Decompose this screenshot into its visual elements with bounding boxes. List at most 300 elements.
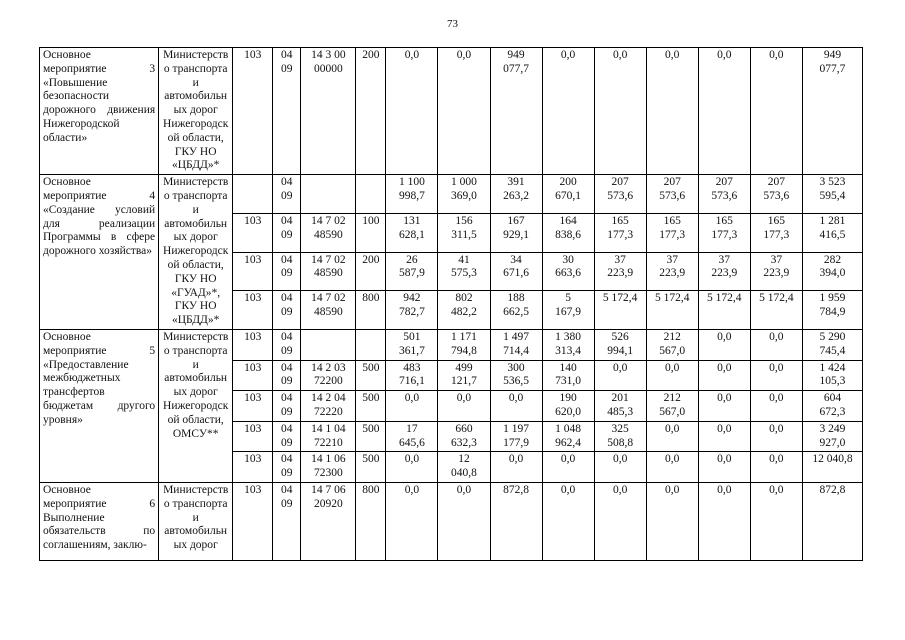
cell-line: 37 xyxy=(614,253,626,266)
year-value-cell xyxy=(594,48,646,175)
target-article-cell xyxy=(301,452,356,483)
cell-line: 72220 xyxy=(313,405,343,418)
section-cell xyxy=(273,391,301,422)
cell-line: 942 xyxy=(403,292,421,305)
grbs-cell: 103 xyxy=(233,391,273,422)
cell-line: 212 xyxy=(663,392,681,405)
cell-line: 604 xyxy=(823,392,842,405)
target-article-cell xyxy=(301,391,356,422)
expense-type-cell: 200 xyxy=(356,252,386,291)
cell-line: 0,0 xyxy=(612,483,628,496)
cell-line: 04 xyxy=(281,253,293,266)
year-value-cell xyxy=(386,482,438,560)
cell-line: 223,9 xyxy=(711,267,738,280)
year-value-cell xyxy=(490,421,542,452)
year-value-cell xyxy=(594,291,646,330)
grbs-cell: 103 xyxy=(233,48,273,175)
target-article-cell xyxy=(301,252,356,291)
cell-line: 5 xyxy=(565,292,571,305)
cell-line: 0,0 xyxy=(769,483,784,496)
year-value-cell xyxy=(438,391,490,422)
cell-line: 04 xyxy=(281,453,293,466)
cell-line: 714,4 xyxy=(503,344,529,357)
cell-line: 745,4 xyxy=(819,344,846,357)
cell-line: 5 290 xyxy=(819,330,846,343)
cell-line: 5 172,4 xyxy=(654,292,690,305)
cell-line: 282 xyxy=(823,253,842,266)
cell-line: 784,9 xyxy=(819,306,846,319)
cell-line: 131 xyxy=(403,214,421,227)
section-cell xyxy=(273,48,301,175)
cell-line: 48590 xyxy=(313,228,343,241)
cell-line: 167,9 xyxy=(555,306,582,319)
year-value-cell xyxy=(438,421,490,452)
cell-line: 0,0 xyxy=(665,361,680,374)
cell-line: 09 xyxy=(281,405,293,418)
section-cell xyxy=(273,360,301,391)
year-value-cell xyxy=(750,329,802,360)
cell-line: 716,1 xyxy=(398,375,425,388)
year-value-cell xyxy=(698,291,750,330)
cell-line: 72210 xyxy=(313,436,343,449)
section-cell xyxy=(273,291,301,330)
cell-line: 645,6 xyxy=(398,436,425,449)
year-value-cell xyxy=(438,482,490,560)
cell-line: 14 1 04 xyxy=(311,422,346,435)
cell-line: 0,0 xyxy=(456,483,472,496)
cell-line: 0,0 xyxy=(612,453,628,466)
cell-line: 165 xyxy=(663,214,681,227)
cell-line: 09 xyxy=(281,344,293,357)
expense-type-cell xyxy=(356,175,386,214)
year-value-cell xyxy=(698,391,750,422)
cell-line: 207 xyxy=(767,176,785,189)
cell-line: 156 xyxy=(455,214,473,227)
cell-line: 0,0 xyxy=(560,453,576,466)
cell-line: 188 xyxy=(507,292,525,305)
cell-line: 670,1 xyxy=(555,189,582,202)
year-value-cell xyxy=(490,175,542,214)
cell-line: 0,0 xyxy=(717,392,732,405)
year-value-cell xyxy=(750,213,802,252)
cell-line: 37 xyxy=(666,253,678,266)
cell-line: 662,5 xyxy=(503,306,529,319)
cell-line: 573,6 xyxy=(763,189,790,202)
cell-line: 595,4 xyxy=(819,189,846,202)
year-value-cell xyxy=(698,252,750,291)
year-value-cell xyxy=(542,252,594,291)
executor-cell: Министерство транспорта и автомобильных дорог xyxy=(159,482,233,560)
total-cell xyxy=(802,482,862,560)
cell-line: 0,0 xyxy=(717,330,732,343)
event-name-cell: Основное мероприятие 4 «Создание условий для реализации Программы в сфере дорожного хозяйства» xyxy=(40,175,159,330)
cell-line: 14 1 06 xyxy=(311,453,346,466)
cell-line: 1 197 xyxy=(503,422,529,435)
year-value-cell xyxy=(542,329,594,360)
year-value-cell xyxy=(594,329,646,360)
target-article-cell xyxy=(301,48,356,175)
table-row xyxy=(40,482,863,560)
year-value-cell xyxy=(594,391,646,422)
expense-type-cell: 100 xyxy=(356,213,386,252)
cell-line: 09 xyxy=(281,306,293,319)
cell-line: 12 040,8 xyxy=(812,453,853,466)
cell-line: 660 xyxy=(455,422,473,435)
year-value-cell xyxy=(490,48,542,175)
year-value-cell xyxy=(490,329,542,360)
cell-line: 1 171 xyxy=(451,330,477,343)
cell-line: 300 xyxy=(507,361,525,374)
event-name-cell: Основное мероприятие 5 «Предоставление межбюджетных трансфертов бюджетам другого уровня» xyxy=(40,329,159,482)
cell-line: 72200 xyxy=(313,375,343,388)
cell-line: 223,9 xyxy=(607,267,634,280)
year-value-cell xyxy=(646,360,698,391)
year-value-cell xyxy=(750,175,802,214)
cell-line: 077,7 xyxy=(819,62,846,75)
year-value-cell xyxy=(386,452,438,483)
cell-line: 177,3 xyxy=(659,228,686,241)
total-cell xyxy=(802,291,862,330)
cell-line: 802 xyxy=(455,292,473,305)
year-value-cell xyxy=(646,391,698,422)
cell-line: 573,6 xyxy=(659,189,686,202)
cell-line: 0,0 xyxy=(456,392,472,405)
cell-line: 0,0 xyxy=(404,49,420,61)
cell-line: 949 xyxy=(823,49,842,61)
cell-line: 838,6 xyxy=(555,228,582,241)
cell-line: 04 xyxy=(281,483,293,496)
cell-line: 17 xyxy=(406,422,418,435)
cell-line: 04 xyxy=(281,292,293,305)
year-value-cell xyxy=(646,252,698,291)
expense-type-cell: 800 xyxy=(356,482,386,560)
cell-line: 311,5 xyxy=(451,228,477,241)
year-value-cell xyxy=(750,48,802,175)
cell-line: 165 xyxy=(611,214,629,227)
year-value-cell xyxy=(490,452,542,483)
year-value-cell xyxy=(386,48,438,175)
section-cell xyxy=(273,213,301,252)
grbs-cell: 103 xyxy=(233,452,273,483)
target-article-cell xyxy=(301,482,356,560)
cell-line: 0,0 xyxy=(769,392,784,405)
cell-line: 0,0 xyxy=(769,453,784,466)
year-value-cell xyxy=(698,48,750,175)
cell-line: 567,0 xyxy=(659,344,686,357)
cell-line: 14 7 02 xyxy=(311,214,346,227)
cell-line: 0,0 xyxy=(560,49,576,61)
cell-line: 14 7 06 xyxy=(311,483,346,496)
year-value-cell xyxy=(750,482,802,560)
cell-line: 501 xyxy=(403,330,421,343)
cell-line: 628,1 xyxy=(398,228,425,241)
cell-line: 794,8 xyxy=(451,344,477,357)
year-value-cell xyxy=(386,175,438,214)
cell-line: 391 xyxy=(507,176,525,189)
cell-line: 3 249 xyxy=(819,422,846,435)
cell-line: 671,6 xyxy=(503,267,529,280)
cell-line: 30 xyxy=(562,253,574,266)
cell-line: 263,2 xyxy=(503,189,529,202)
year-value-cell xyxy=(594,252,646,291)
year-value-cell xyxy=(698,452,750,483)
cell-line: 0,0 xyxy=(665,422,680,435)
cell-line: 3 523 xyxy=(819,176,846,189)
section-cell xyxy=(273,252,301,291)
cell-line: 14 7 02 xyxy=(311,253,346,266)
cell-line: 567,0 xyxy=(659,405,686,418)
cell-line: 177,9 xyxy=(503,436,529,449)
year-value-cell xyxy=(646,48,698,175)
expense-type-cell: 500 xyxy=(356,391,386,422)
cell-line: 207 xyxy=(663,176,681,189)
cell-line: 177,3 xyxy=(607,228,634,241)
cell-line: 620,0 xyxy=(555,405,582,418)
cell-line: 105,3 xyxy=(819,375,846,388)
event-name-cell: Основное мероприятие 6 Выполнение обязательств по соглашениям, заклю- xyxy=(40,482,159,560)
year-value-cell xyxy=(646,291,698,330)
year-value-cell xyxy=(750,391,802,422)
cell-line: 632,3 xyxy=(451,436,477,449)
cell-line: 20920 xyxy=(313,497,343,510)
cell-line: 077,7 xyxy=(503,62,529,75)
cell-line: 663,6 xyxy=(555,267,582,280)
cell-line: 573,6 xyxy=(711,189,738,202)
section-cell xyxy=(273,175,301,214)
cell-line: 1 424 xyxy=(819,361,846,374)
cell-line: 41 xyxy=(458,253,470,266)
cell-line: 207 xyxy=(715,176,733,189)
year-value-cell xyxy=(594,482,646,560)
cell-line: 526 xyxy=(611,330,629,343)
cell-line: 00000 xyxy=(313,62,343,75)
cell-line: 998,7 xyxy=(398,189,425,202)
grbs-cell: 103 xyxy=(233,252,273,291)
cell-line: 04 xyxy=(281,176,293,189)
cell-line: 0,0 xyxy=(612,361,628,374)
total-cell xyxy=(802,452,862,483)
cell-line: 37 xyxy=(770,253,783,266)
cell-line: 482,2 xyxy=(451,306,477,319)
total-cell xyxy=(802,213,862,252)
year-value-cell xyxy=(594,421,646,452)
year-value-cell xyxy=(646,175,698,214)
year-value-cell xyxy=(542,482,594,560)
grbs-cell: 103 xyxy=(233,360,273,391)
target-article-cell xyxy=(301,175,356,214)
year-value-cell xyxy=(490,360,542,391)
year-value-cell xyxy=(594,175,646,214)
cell-line: 0,0 xyxy=(717,483,732,496)
target-article-cell xyxy=(301,360,356,391)
expense-type-cell xyxy=(356,329,386,360)
year-value-cell xyxy=(542,213,594,252)
year-value-cell xyxy=(542,391,594,422)
cell-line: 177,3 xyxy=(711,228,738,241)
year-value-cell xyxy=(594,360,646,391)
cell-line: 167 xyxy=(507,214,525,227)
cell-line: 587,9 xyxy=(398,267,425,280)
cell-line: 575,3 xyxy=(451,267,477,280)
cell-line: 483 xyxy=(403,361,421,374)
cell-line: 1 000 xyxy=(451,176,477,189)
year-value-cell xyxy=(750,452,802,483)
total-cell xyxy=(802,360,862,391)
cell-line: 201 xyxy=(611,392,629,405)
cell-line: 09 xyxy=(281,228,293,241)
cell-line: 0,0 xyxy=(404,483,420,496)
cell-line: 0,0 xyxy=(717,453,732,466)
executor-cell: Министерство транспорта и автомобильных дорог Нижегородской области, ОМСУ** xyxy=(159,329,233,482)
cell-line: 26 xyxy=(406,253,418,266)
cell-line: 0,0 xyxy=(404,392,420,405)
cell-line: 5 172,4 xyxy=(602,292,638,305)
year-value-cell xyxy=(542,421,594,452)
cell-line: 0,0 xyxy=(665,49,680,61)
cell-line: 0,0 xyxy=(508,453,524,466)
cell-line: 872,8 xyxy=(503,483,529,496)
cell-line: 0,0 xyxy=(769,49,784,61)
target-article-cell xyxy=(301,291,356,330)
year-value-cell xyxy=(490,291,542,330)
year-value-cell xyxy=(646,329,698,360)
year-value-cell xyxy=(646,482,698,560)
cell-line: 212 xyxy=(663,330,681,343)
cell-line: 0,0 xyxy=(717,422,732,435)
year-value-cell xyxy=(542,48,594,175)
cell-line: 573,6 xyxy=(607,189,634,202)
year-value-cell xyxy=(542,452,594,483)
cell-line: 672,3 xyxy=(819,405,846,418)
year-value-cell xyxy=(438,48,490,175)
year-value-cell xyxy=(386,360,438,391)
executor-cell: Министерство транспорта и автомобильных дорог Нижегородской области, ГКУ НО «ЦБДД»* xyxy=(159,48,233,175)
grbs-cell xyxy=(233,175,273,214)
year-value-cell xyxy=(646,421,698,452)
year-value-cell xyxy=(386,391,438,422)
year-value-cell xyxy=(438,360,490,391)
year-value-cell xyxy=(750,421,802,452)
cell-line: 1 281 xyxy=(819,214,846,227)
executor-cell: Министерство транспорта и автомобильных дорог Нижегородской области, ГКУ НО «ГУАД»*, ГКУ НО «ЦБДД»* xyxy=(159,175,233,330)
cell-line: 325 xyxy=(611,422,629,435)
section-cell xyxy=(273,482,301,560)
year-value-cell xyxy=(750,252,802,291)
cell-line: 04 xyxy=(281,49,293,61)
cell-line: 09 xyxy=(281,467,293,480)
cell-line: 09 xyxy=(281,436,293,449)
cell-line: 731,0 xyxy=(555,375,582,388)
event-name-cell: Основное мероприятие 3 «Повышение безопасности дорожного движения Нижегородской области» xyxy=(40,48,159,175)
section-cell xyxy=(273,329,301,360)
total-cell xyxy=(802,252,862,291)
cell-line: 5 172,4 xyxy=(707,292,742,305)
table-row xyxy=(40,175,863,214)
cell-line: 72300 xyxy=(313,467,343,480)
year-value-cell xyxy=(386,329,438,360)
total-cell xyxy=(802,421,862,452)
year-value-cell xyxy=(698,213,750,252)
total-cell xyxy=(802,329,862,360)
cell-line: 927,0 xyxy=(819,436,846,449)
cell-line: 5 172,4 xyxy=(759,292,794,305)
page-number: 73 xyxy=(447,18,458,30)
expense-type-cell: 500 xyxy=(356,360,386,391)
cell-line: 14 2 03 xyxy=(311,361,346,374)
cell-line: 09 xyxy=(281,497,293,510)
cell-line: 48590 xyxy=(313,306,343,319)
year-value-cell xyxy=(646,213,698,252)
year-value-cell xyxy=(698,329,750,360)
grbs-cell: 103 xyxy=(233,482,273,560)
cell-line: 416,5 xyxy=(819,228,846,241)
cell-line: 14 2 04 xyxy=(311,392,346,405)
expense-type-cell: 200 xyxy=(356,48,386,175)
cell-line: 09 xyxy=(281,189,293,202)
cell-line: 223,9 xyxy=(659,267,686,280)
cell-line: 872,8 xyxy=(819,483,846,496)
cell-line: 394,0 xyxy=(819,267,846,280)
expense-type-cell: 500 xyxy=(356,421,386,452)
cell-line: 040,8 xyxy=(451,467,477,480)
year-value-cell xyxy=(750,291,802,330)
cell-line: 962,4 xyxy=(555,436,582,449)
year-value-cell xyxy=(490,252,542,291)
cell-line: 12 xyxy=(458,453,470,466)
year-value-cell xyxy=(490,482,542,560)
section-cell xyxy=(273,421,301,452)
year-value-cell xyxy=(750,360,802,391)
year-value-cell xyxy=(594,452,646,483)
year-value-cell xyxy=(438,291,490,330)
cell-line: 04 xyxy=(281,214,293,227)
cell-line: 1 959 xyxy=(819,292,846,305)
cell-line: 499 xyxy=(455,361,473,374)
target-article-cell xyxy=(301,421,356,452)
table-row xyxy=(40,329,863,360)
cell-line: 164 xyxy=(559,214,577,227)
grbs-cell: 103 xyxy=(233,329,273,360)
year-value-cell xyxy=(438,252,490,291)
cell-line: 0,0 xyxy=(404,453,420,466)
cell-line: 485,3 xyxy=(607,405,634,418)
cell-line: 929,1 xyxy=(503,228,529,241)
cell-line: 0,0 xyxy=(769,422,784,435)
cell-line: 09 xyxy=(281,62,293,75)
year-value-cell xyxy=(386,252,438,291)
cell-line: 14 7 02 xyxy=(311,292,346,305)
cell-line: 0,0 xyxy=(769,330,784,343)
cell-line: 190 xyxy=(559,392,577,405)
cell-line: 37 xyxy=(718,253,731,266)
year-value-cell xyxy=(698,175,750,214)
cell-line: 1 100 xyxy=(398,176,425,189)
target-article-cell xyxy=(301,213,356,252)
cell-line: 0,0 xyxy=(769,361,784,374)
total-cell xyxy=(802,175,862,214)
year-value-cell xyxy=(386,291,438,330)
cell-line: 508,8 xyxy=(607,436,634,449)
cell-line: 09 xyxy=(281,267,293,280)
year-value-cell xyxy=(386,213,438,252)
total-cell xyxy=(802,391,862,422)
cell-line: 04 xyxy=(281,361,293,374)
total-cell xyxy=(802,48,862,175)
cell-line: 0,0 xyxy=(717,49,732,61)
cell-line: 0,0 xyxy=(665,453,680,466)
cell-line: 536,5 xyxy=(503,375,529,388)
year-value-cell xyxy=(542,291,594,330)
